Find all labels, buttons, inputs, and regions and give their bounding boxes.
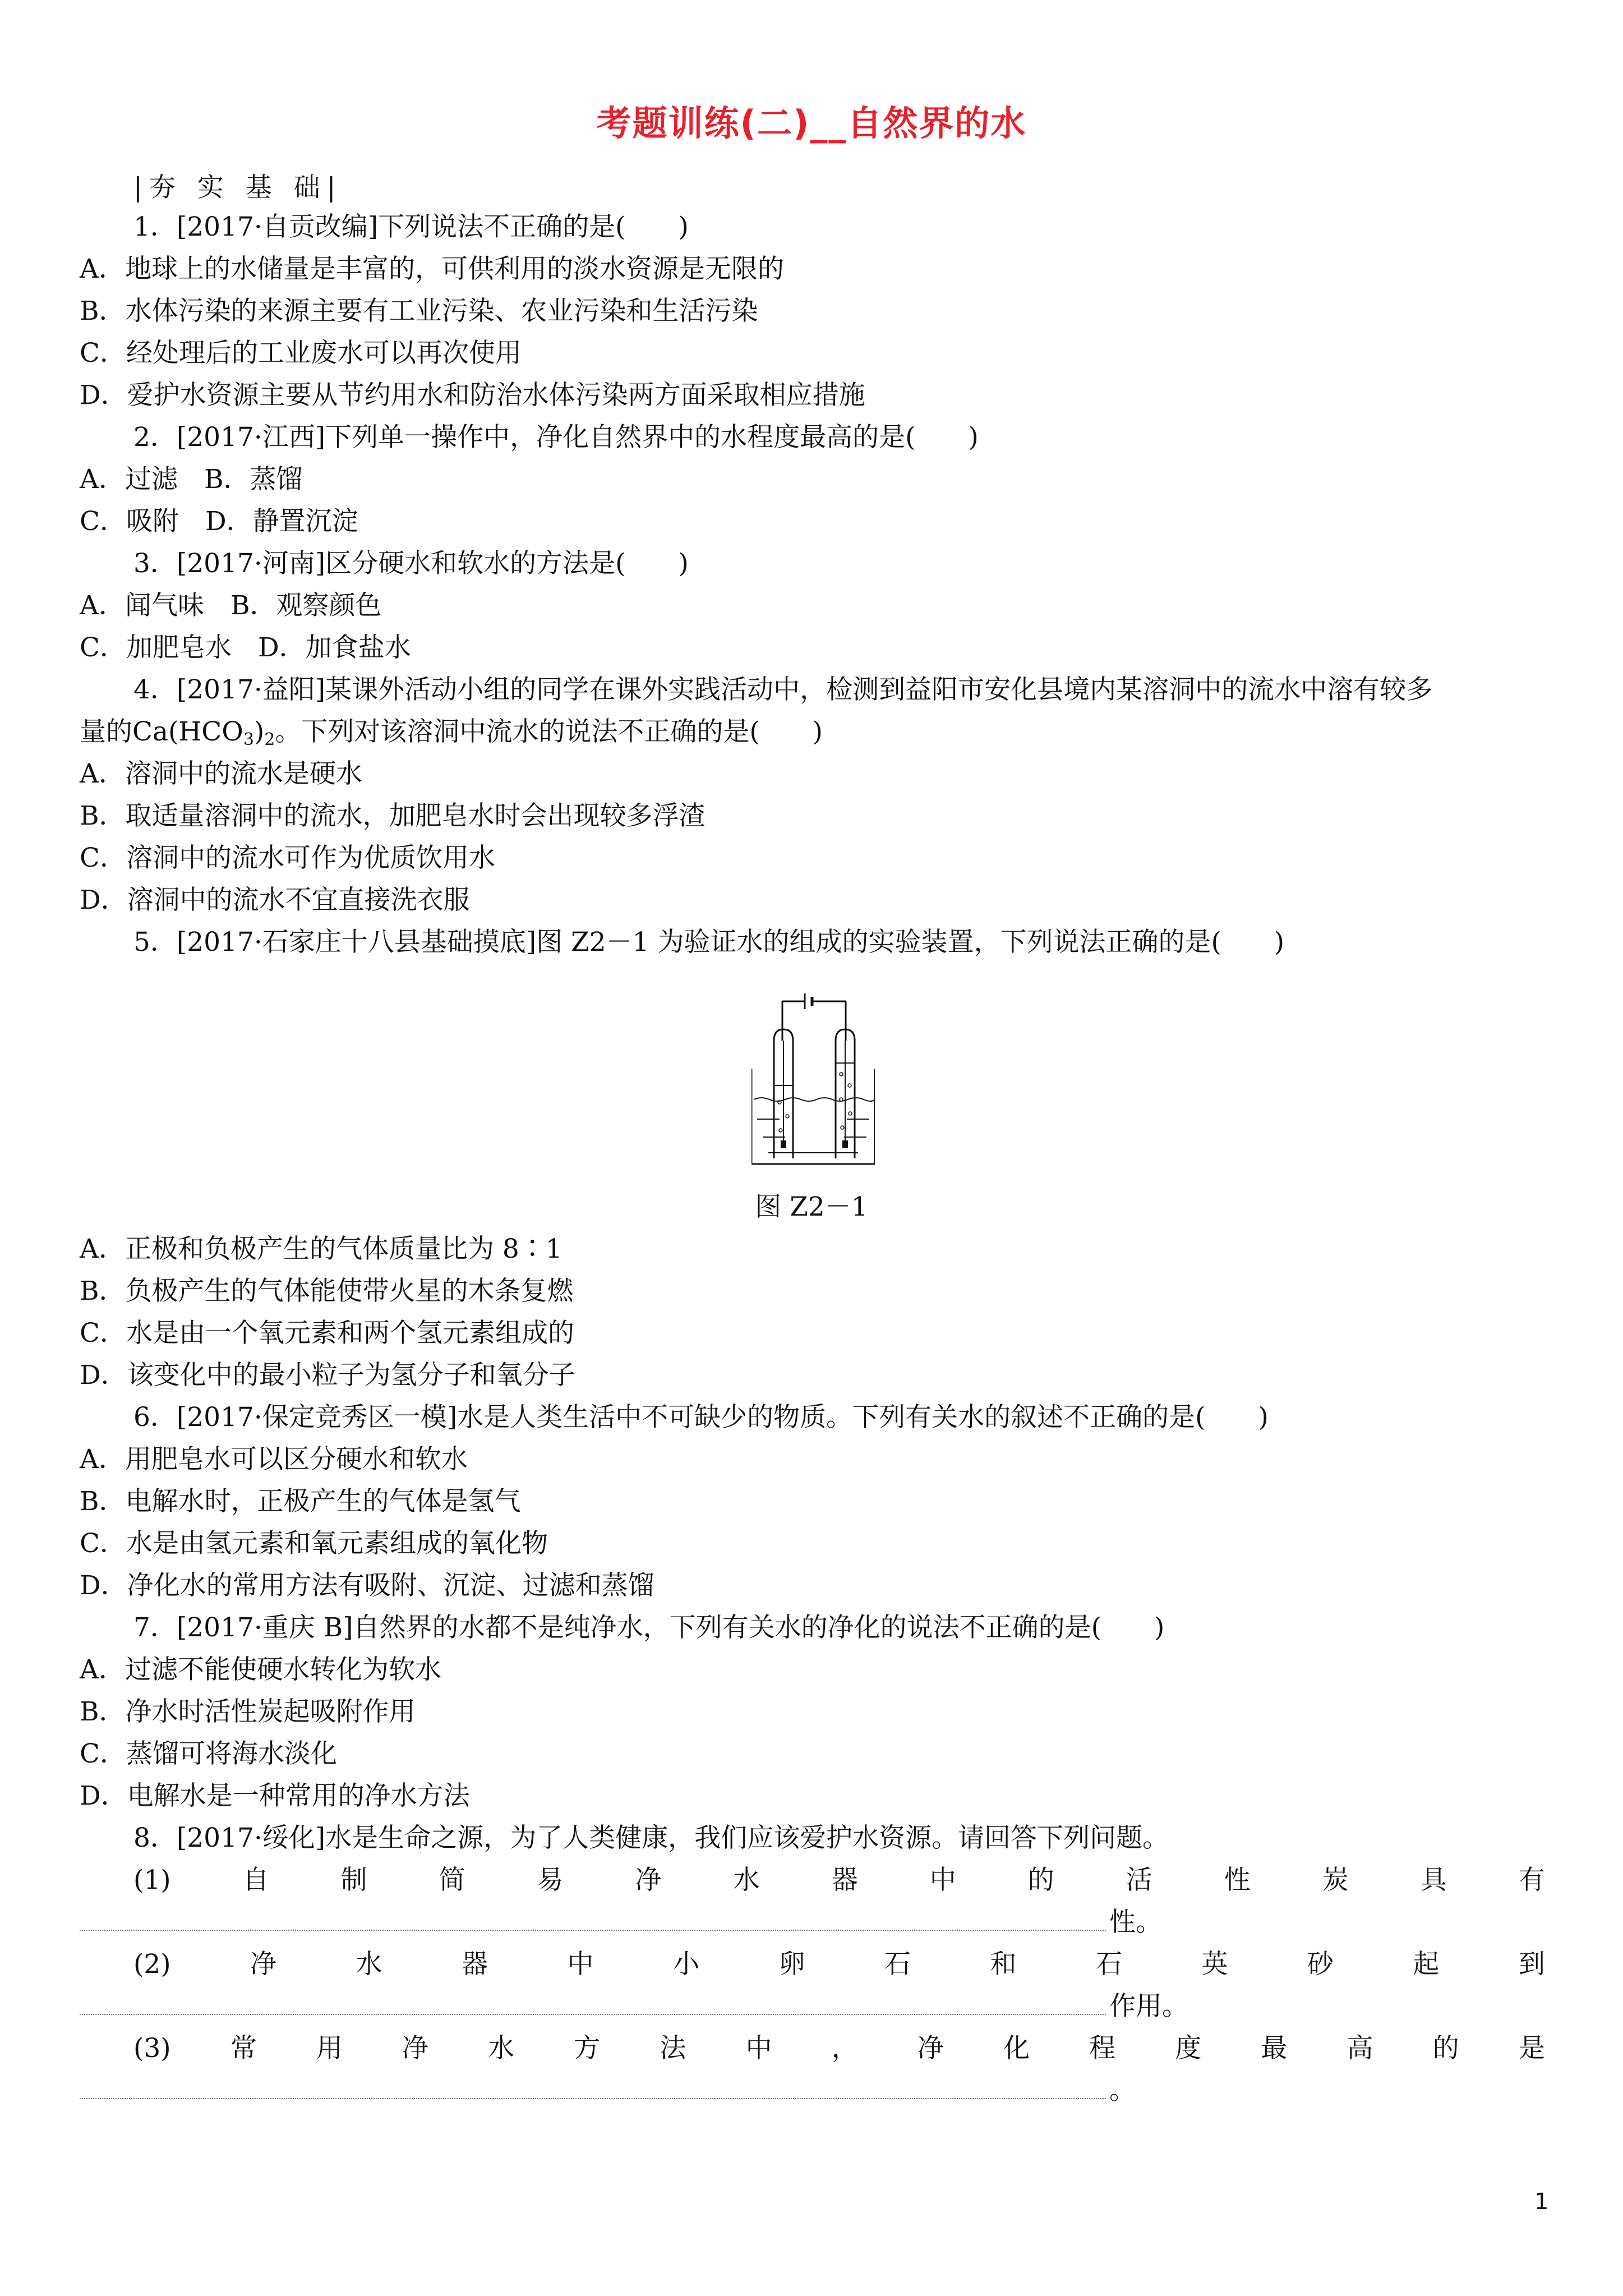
q4-formula-part: 量的Ca(HCO: [80, 716, 243, 747]
q8-part1-char: 易: [537, 1865, 564, 1895]
q5-option-d: D．该变化中的最小粒子为氢分子和氧分子: [80, 1360, 575, 1391]
q8-part2-char: 器: [462, 1949, 488, 1980]
q8-part3-char: 净: [402, 2033, 428, 2064]
q8-part1-char: 的: [1027, 1865, 1054, 1895]
q5-option-c: C．水是由一个氧元素和两个氢元素组成的: [80, 1318, 574, 1349]
q8-part2-char: (2): [133, 1949, 171, 1980]
q4-option-a: A．溶洞中的流水是硬水: [80, 758, 362, 789]
q8-part2-char: 水: [356, 1949, 382, 1980]
q8-part2-char: 卵: [778, 1949, 805, 1980]
q8-part1-char: 自: [242, 1865, 269, 1895]
q6-option-d: D．净化水的常用方法有吸附、沉淀、过滤和蒸馏: [80, 1570, 654, 1601]
q5-stem: 5．[2017·石家庄十八县基础摸底]图 Z2－1 为验证水的组成的实验装置，下列说法正确的是( ): [133, 927, 1285, 958]
q8-part2-char: 和: [990, 1949, 1017, 1980]
q2-options-ab: A．过滤 B．蒸馏: [80, 464, 303, 495]
q4-formula-subscript-2: 2: [264, 730, 275, 749]
q8-part1-char: 有: [1518, 1865, 1545, 1895]
q8-part3-char: 法: [660, 2033, 686, 2064]
q4-formula-part: ): [253, 716, 265, 747]
q8-part3-char: 高: [1347, 2033, 1373, 2064]
q8-part1-char: 活: [1126, 1865, 1152, 1895]
q8-part3-char: 方: [574, 2033, 601, 2064]
q8-part1-char: 中: [929, 1865, 956, 1895]
q1-option-c: C．经处理后的工业废水可以再次使用: [80, 338, 522, 369]
q4-option-d: D．溶洞中的流水不宜直接洗衣服: [80, 885, 470, 915]
q8-part3-char: 的: [1432, 2033, 1459, 2064]
q8-part1-char: 具: [1420, 1865, 1447, 1895]
q8-part1-char: 净: [635, 1865, 662, 1895]
q8-part3-char: 最: [1261, 2033, 1288, 2064]
q8-part3-char: 水: [488, 2033, 515, 2064]
q7-option-a: A．过滤不能使硬水转化为软水: [80, 1654, 441, 1685]
q8-part2-char: 中: [567, 1949, 594, 1980]
section-heading: |夯 实 基 础|: [133, 172, 343, 203]
q8-part3-char: 度: [1175, 2033, 1202, 2064]
q2-options-cd: C．吸附 D．静置沉淀: [80, 506, 358, 537]
q8-stem: 8．[2017·绥化]水是生命之源，为了人类健康，我们应该爱护水资源。请回答下列问题。: [133, 1823, 1169, 1853]
q8-part3-char: 是: [1518, 2033, 1545, 2064]
q8-part3-tail: 。: [1109, 2075, 1136, 2106]
q5-option-a: A．正极和负极产生的气体质量比为 8∶1: [80, 1234, 562, 1264]
q8-part3-char: 用: [316, 2033, 343, 2064]
q8-part2-line: [133, 1948, 1545, 1981]
q8-part2-char: 到: [1518, 1949, 1545, 1980]
q2-stem: 2．[2017·江西]下列单一操作中，净化自然界中的水程度最高的是( ): [133, 422, 979, 453]
q4-stem-text: 。下列对该溶洞中流水的说法不正确的是( ): [275, 716, 823, 747]
q8-part1-answer-blank[interactable]: [80, 1930, 1106, 1931]
q8-part3-char: 常: [230, 2033, 257, 2064]
q3-options-cd: C．加肥皂水 D．加食盐水: [80, 632, 411, 663]
q7-option-c: C．蒸馏可将海水淡化: [80, 1738, 337, 1769]
q8-part2-char: 净: [250, 1949, 277, 1980]
page-title: 考题训练(二)__自然界的水: [596, 103, 1027, 144]
q8-part2-char: 英: [1201, 1949, 1228, 1980]
q8-part3-char: 中: [745, 2033, 772, 2064]
q8-part2-char: 石: [1095, 1949, 1122, 1980]
q4-stem-line2: [80, 715, 823, 757]
q8-part2-char: 石: [884, 1949, 911, 1980]
q8-part1-char: (1): [133, 1865, 171, 1895]
q6-option-c: C．水是由氢元素和氧元素组成的氧化物: [80, 1528, 548, 1559]
q8-part2-tail: 作用。: [1109, 1991, 1188, 2022]
q8-part3-line: [133, 2032, 1545, 2065]
q3-options-ab: A．闻气味 B．观察颜色: [80, 590, 382, 621]
q3-stem: 3．[2017·河南]区分硬水和软水的方法是( ): [133, 548, 689, 579]
q8-part1-char: 简: [439, 1865, 465, 1895]
q8-part1-tail: 性。: [1109, 1907, 1162, 1938]
q5-option-b: B．负极产生的气体能使带火星的木条复燃: [80, 1276, 574, 1306]
q8-part3-char: (3): [133, 2033, 171, 2064]
q8-part2-char: 起: [1413, 1949, 1440, 1980]
q8-part2-char: 小: [673, 1949, 699, 1980]
q7-option-d: D．电解水是一种常用的净水方法: [80, 1780, 470, 1811]
q8-part3-char: 净: [917, 2033, 944, 2064]
q4-formula-subscript-3: 3: [243, 730, 254, 749]
q8-part2-answer-blank[interactable]: [80, 2014, 1106, 2015]
q8-part3-char: ，: [831, 2033, 858, 2064]
q8-part1-line: [133, 1864, 1545, 1897]
q1-option-a: A．地球上的水储量是丰富的，可供利用的淡水资源是无限的: [80, 254, 784, 284]
q4-option-b: B．取适量溶洞中的流水，加肥皂水时会出现较多浮渣: [80, 800, 706, 831]
q8-part1-char: 水: [733, 1865, 760, 1895]
q4-option-c: C．溶洞中的流水可作为优质饮用水: [80, 843, 495, 873]
q8-part1-char: 炭: [1322, 1865, 1349, 1895]
q8-part2-char: 砂: [1307, 1949, 1334, 1980]
q6-stem: 6．[2017·保定竞秀区一模]水是人类生活中不可缺少的物质。下列有关水的叙述不正确的是( ): [133, 1402, 1269, 1433]
electrolysis-apparatus-figure: [751, 990, 875, 1170]
q8-part1-char: 制: [340, 1865, 367, 1895]
q8-part1-char: 器: [831, 1865, 858, 1895]
q7-stem: 7．[2017·重庆 B]自然界的水都不是纯净水，下列有关水的净化的说法不正确的是( ): [133, 1612, 1165, 1643]
page-number: 1: [1534, 2189, 1549, 2215]
figure-caption: 图 Z2－1: [755, 1191, 868, 1222]
q6-option-b: B．电解水时，正极产生的气体是氢气: [80, 1486, 521, 1517]
q8-part1-char: 性: [1224, 1865, 1251, 1895]
q8-part3-answer-blank[interactable]: [80, 2098, 1106, 2099]
q4-stem-line1: 4．[2017·益阳]某课外活动小组的同学在课外实践活动中，检测到益阳市安化县境内某溶洞中的流水中溶有较多: [133, 674, 1433, 705]
q8-part3-char: 化: [1003, 2033, 1030, 2064]
q1-option-b: B．水体污染的来源主要有工业污染、农业污染和生活污染: [80, 296, 758, 326]
q7-option-b: B．净水时活性炭起吸附作用: [80, 1696, 416, 1727]
q1-stem: 1．[2017·自贡改编]下列说法不正确的是( ): [133, 211, 689, 242]
q6-option-a: A．用肥皂水可以区分硬水和软水: [80, 1444, 468, 1475]
q8-part3-char: 程: [1089, 2033, 1116, 2064]
q1-option-d: D．爱护水资源主要从节约用水和防治水体污染两方面采取相应措施: [80, 380, 865, 411]
